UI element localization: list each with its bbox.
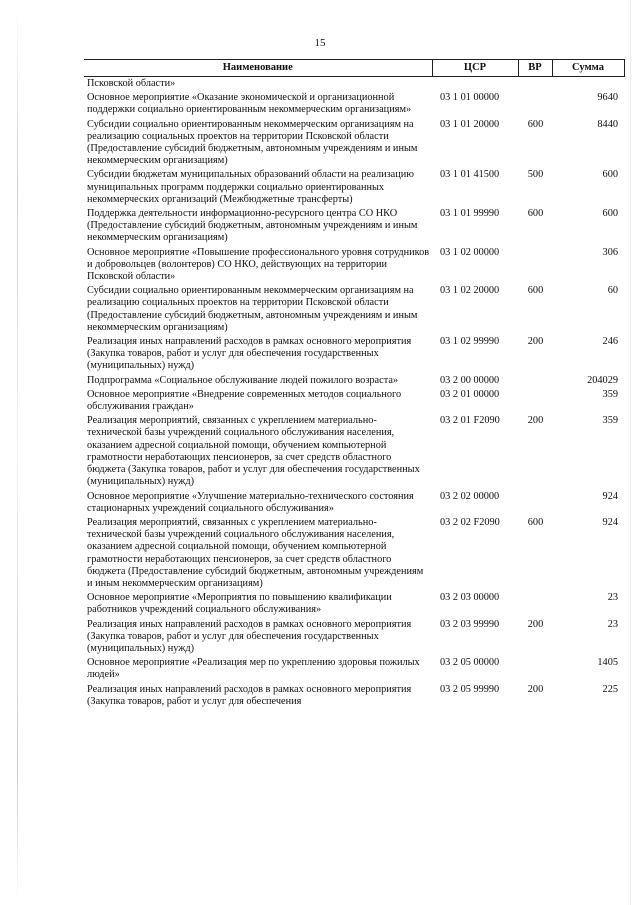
row-sum: 246: [602, 336, 618, 348]
table-row: [84, 656, 624, 682]
table-row: [84, 246, 624, 285]
row-name: Основное мероприятие «Улучшение материально-технического состояния стационарных учреждений социального обслуживания»: [87, 490, 414, 514]
scan-edge-left: [17, 0, 18, 905]
row-sum: 600: [602, 208, 618, 220]
row-csr-code: 03 2 02 00000: [440, 490, 500, 502]
table-row: [84, 618, 624, 657]
row-vr-code: 600: [527, 516, 544, 528]
row-sum: 225: [602, 683, 618, 695]
header-name: Наименование: [84, 60, 432, 77]
row-csr-code: 03 1 02 99990: [440, 336, 500, 348]
row-csr-code: 03 2 02 F2090: [440, 516, 500, 528]
row-vr-code: [518, 490, 552, 516]
table-row: [84, 388, 624, 414]
table-row: [84, 207, 624, 246]
table-row: [84, 91, 624, 117]
row-name: Субсидии бюджетам муниципальных образований области на реализацию муниципальных программ поддержки социально ориентированных некоммерческих организаций (Межбюджетные трансферты): [87, 169, 414, 205]
row-vr-code: [518, 77, 552, 92]
row-vr-code: [518, 91, 552, 117]
row-vr-code: 600: [527, 118, 544, 130]
budget-table: [84, 59, 625, 709]
row-name: Псковской области»: [87, 78, 176, 89]
row-csr-code: 03 2 01 00000: [440, 388, 500, 400]
row-sum: 359: [602, 415, 618, 427]
row-name: Реализация иных направлений расходов в рамках основного мероприятия (Закупка товаров, работ и услуг для обеспечения государственных (муниципальных) нужд): [87, 618, 412, 654]
row-csr-code: [432, 77, 518, 92]
row-csr-code: 03 2 03 00000: [440, 592, 500, 604]
row-name: Поддержка деятельности информационно-ресурсного центра СО НКО (Предоставление субсидий бюджетным, автономным учреждениям и иным некоммерческим организациям): [87, 208, 418, 244]
budget-table-container: [84, 59, 624, 709]
row-csr-code: 03 2 03 99990: [440, 618, 500, 630]
table-header-row: [84, 60, 624, 77]
row-csr-code: 03 1 02 00000: [440, 246, 500, 258]
row-vr-code: 200: [527, 618, 544, 630]
table-row: [84, 683, 624, 709]
header-vr: ВР: [518, 60, 552, 77]
row-vr-code: 500: [527, 169, 544, 181]
row-csr-code: 03 2 01 F2090: [440, 415, 500, 427]
row-vr-code: [518, 388, 552, 414]
row-sum: 600: [602, 169, 618, 181]
table-row: [84, 168, 624, 207]
row-sum: 359: [602, 388, 618, 400]
row-name: Субсидии социально ориентированным некоммерческим организациям на реализацию социальных проектов на территории Псковской области (Предоставление субсидий бюджетным, автономным учреждениям и иным некоммерческим организациям): [87, 118, 418, 167]
row-sum: 204029: [587, 374, 618, 386]
page-number: 15: [314, 37, 326, 49]
row-name: Основное мероприятие «Повышение профессионального уровня сотрудников и добровольцев (волонтеров) СО НКО, действующих на территории Псковской области»: [87, 246, 430, 283]
row-name: Реализация иных направлений расходов в рамках основного мероприятия (Закупка товаров, работ и услуг для обеспечения государственных (муниципальных) нужд): [87, 336, 412, 372]
row-name: Субсидии социально ориентированным некоммерческим организациям на реализацию социальных проектов на территории Псковской области (Предоставление субсидий бюджетным, автономным учреждениям и иным некоммерческим организациям): [87, 285, 418, 333]
row-name: Реализация мероприятий, связанных с укреплением материально-технической базы учреждений социального обслуживания населения, оказанием адресной социальной помощи, обучением компьютерной грамотности неработающих пенсионеров, за счет средств областного бюджета (Закупка товаров, работ и услуг для обеспечения государственных (муниципальных) нужд): [87, 415, 420, 488]
row-csr-code: 03 1 01 99990: [440, 208, 500, 220]
row-csr-code: 03 1 01 20000: [440, 118, 500, 130]
row-vr-code: 200: [527, 415, 544, 427]
table-row: [84, 490, 624, 516]
table-row: [84, 374, 624, 388]
row-name: Реализация иных направлений расходов в рамках основного мероприятия (Закупка товаров, работ и услуг для обеспечения: [87, 683, 412, 707]
row-csr-code: 03 1 02 20000: [440, 285, 500, 297]
table-row: [84, 118, 624, 169]
row-vr-code: [518, 246, 552, 285]
header-sum: Сумма: [552, 60, 624, 77]
row-sum: 9640: [597, 92, 618, 104]
table-row: [84, 516, 624, 591]
row-sum: 924: [602, 490, 618, 502]
row-sum: 1405: [597, 657, 618, 669]
row-sum: 60: [607, 285, 618, 297]
row-csr-code: 03 1 01 00000: [440, 92, 500, 104]
row-sum: 23: [607, 592, 618, 604]
row-vr-code: [518, 656, 552, 682]
row-vr-code: 600: [527, 285, 544, 297]
row-name: Основное мероприятие «Мероприятия по повышению квалификации работников учреждений социального обслуживания»: [87, 592, 392, 616]
row-name: Подпрограмма «Социальное обслуживание людей пожилого возраста»: [87, 374, 399, 386]
table-row: [84, 335, 624, 374]
table-row: [84, 591, 624, 617]
row-csr-code: 03 1 01 41500: [440, 169, 500, 181]
row-csr-code: 03 2 00 00000: [440, 374, 500, 386]
row-name: Основное мероприятие «Оказание экономической и организационной поддержки социально ориентированным некоммерческим организациям»: [87, 92, 412, 116]
table-body: [84, 77, 624, 709]
table-row: [84, 414, 624, 489]
row-name: Основное мероприятие «Внедрение современных методов социального обслуживания граждан»: [87, 388, 402, 413]
row-vr-code: [518, 591, 552, 617]
row-vr-code: [518, 374, 552, 388]
row-vr-code: 200: [527, 683, 544, 695]
row-csr-code: 03 2 05 99990: [440, 683, 500, 695]
row-vr-code: 200: [527, 336, 544, 348]
table-row: [84, 77, 624, 92]
row-vr-code: 600: [527, 208, 544, 220]
row-sum: 924: [602, 516, 618, 528]
row-sum: 306: [602, 246, 618, 258]
row-sum: [552, 77, 624, 92]
row-name: Основное мероприятие «Реализация мер по укреплению здоровья пожилых людей»: [87, 657, 420, 681]
row-name: Реализация мероприятий, связанных с укреплением материально-технической базы учреждений социального обслуживания населения, оказанием адресной социальной помощи, обучением компьютерной грамотности неработающих пенсионеров, за счет средств областного бюджета (Предоставление субсидий бюджетным, автономным учреждениям и иным некоммерческим организациям): [87, 516, 424, 589]
row-sum: 23: [607, 618, 618, 630]
header-csr: ЦСР: [432, 60, 518, 77]
scan-edge-right: [630, 0, 631, 905]
row-sum: 8440: [597, 118, 618, 130]
table-row: [84, 284, 624, 335]
row-csr-code: 03 2 05 00000: [440, 657, 500, 669]
